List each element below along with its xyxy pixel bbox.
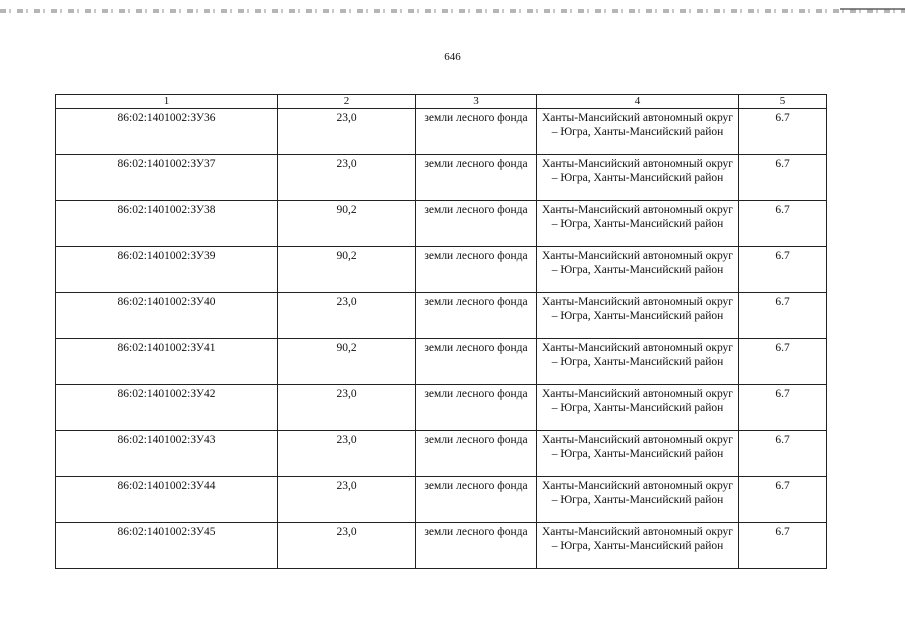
cadastral-number-cell: 86:02:1401002:ЗУ45 [56, 523, 278, 569]
area-cell: 23,0 [278, 155, 416, 201]
cadastral-number-cell: 86:02:1401002:ЗУ36 [56, 109, 278, 155]
code-cell: 6.7 [739, 247, 827, 293]
land-category-cell: земли лесного фонда [416, 155, 537, 201]
table-row [56, 385, 827, 431]
code-cell: 6.7 [739, 155, 827, 201]
area-cell: 90,2 [278, 339, 416, 385]
area-cell: 23,0 [278, 523, 416, 569]
table-row [56, 109, 827, 155]
cadastral-number-cell: 86:02:1401002:ЗУ39 [56, 247, 278, 293]
cadastral-number-cell: 86:02:1401002:ЗУ41 [56, 339, 278, 385]
code-cell: 6.7 [739, 293, 827, 339]
location-cell: Ханты-Мансийский автономный округ – Югра, Ханты-Мансийский район [537, 477, 739, 523]
column-header-3: 3 [416, 95, 537, 109]
table-row [56, 523, 827, 569]
land-category-cell: земли лесного фонда [416, 293, 537, 339]
area-cell: 23,0 [278, 477, 416, 523]
scan-artifact-top [0, 9, 905, 13]
area-cell: 23,0 [278, 109, 416, 155]
area-cell: 23,0 [278, 293, 416, 339]
table-row [56, 339, 827, 385]
scan-artifact-top-right [840, 8, 905, 10]
column-header-1: 1 [56, 95, 278, 109]
location-cell: Ханты-Мансийский автономный округ – Югра, Ханты-Мансийский район [537, 155, 739, 201]
cadastral-number-cell: 86:02:1401002:ЗУ42 [56, 385, 278, 431]
land-category-cell: земли лесного фонда [416, 109, 537, 155]
land-category-cell: земли лесного фонда [416, 385, 537, 431]
cadastral-number-cell: 86:02:1401002:ЗУ40 [56, 293, 278, 339]
location-cell: Ханты-Мансийский автономный округ – Югра, Ханты-Мансийский район [537, 339, 739, 385]
location-cell: Ханты-Мансийский автономный округ – Югра, Ханты-Мансийский район [537, 523, 739, 569]
table-header-row [56, 95, 827, 109]
location-cell: Ханты-Мансийский автономный округ – Югра, Ханты-Мансийский район [537, 247, 739, 293]
table-row [56, 155, 827, 201]
column-header-4: 4 [537, 95, 739, 109]
code-cell: 6.7 [739, 431, 827, 477]
land-category-cell: земли лесного фонда [416, 431, 537, 477]
code-cell: 6.7 [739, 339, 827, 385]
land-plots-table [55, 94, 827, 569]
cadastral-number-cell: 86:02:1401002:ЗУ43 [56, 431, 278, 477]
land-category-cell: земли лесного фонда [416, 201, 537, 247]
table-row [56, 477, 827, 523]
cadastral-number-cell: 86:02:1401002:ЗУ37 [56, 155, 278, 201]
location-cell: Ханты-Мансийский автономный округ – Югра, Ханты-Мансийский район [537, 109, 739, 155]
table-row [56, 247, 827, 293]
location-cell: Ханты-Мансийский автономный округ – Югра, Ханты-Мансийский район [537, 385, 739, 431]
code-cell: 6.7 [739, 477, 827, 523]
code-cell: 6.7 [739, 201, 827, 247]
table-row [56, 293, 827, 339]
code-cell: 6.7 [739, 523, 827, 569]
area-cell: 23,0 [278, 431, 416, 477]
column-header-2: 2 [278, 95, 416, 109]
land-category-cell: земли лесного фонда [416, 477, 537, 523]
location-cell: Ханты-Мансийский автономный округ – Югра, Ханты-Мансийский район [537, 201, 739, 247]
land-category-cell: земли лесного фонда [416, 247, 537, 293]
area-cell: 90,2 [278, 247, 416, 293]
cadastral-number-cell: 86:02:1401002:ЗУ38 [56, 201, 278, 247]
table-row [56, 201, 827, 247]
code-cell: 6.7 [739, 109, 827, 155]
area-cell: 23,0 [278, 385, 416, 431]
land-category-cell: земли лесного фонда [416, 339, 537, 385]
table-row [56, 431, 827, 477]
location-cell: Ханты-Мансийский автономный округ – Югра, Ханты-Мансийский район [537, 431, 739, 477]
cadastral-number-cell: 86:02:1401002:ЗУ44 [56, 477, 278, 523]
location-cell: Ханты-Мансийский автономный округ – Югра, Ханты-Мансийский район [537, 293, 739, 339]
code-cell: 6.7 [739, 385, 827, 431]
land-category-cell: земли лесного фонда [416, 523, 537, 569]
page-number: 646 [444, 51, 461, 63]
column-header-5: 5 [739, 95, 827, 109]
area-cell: 90,2 [278, 201, 416, 247]
